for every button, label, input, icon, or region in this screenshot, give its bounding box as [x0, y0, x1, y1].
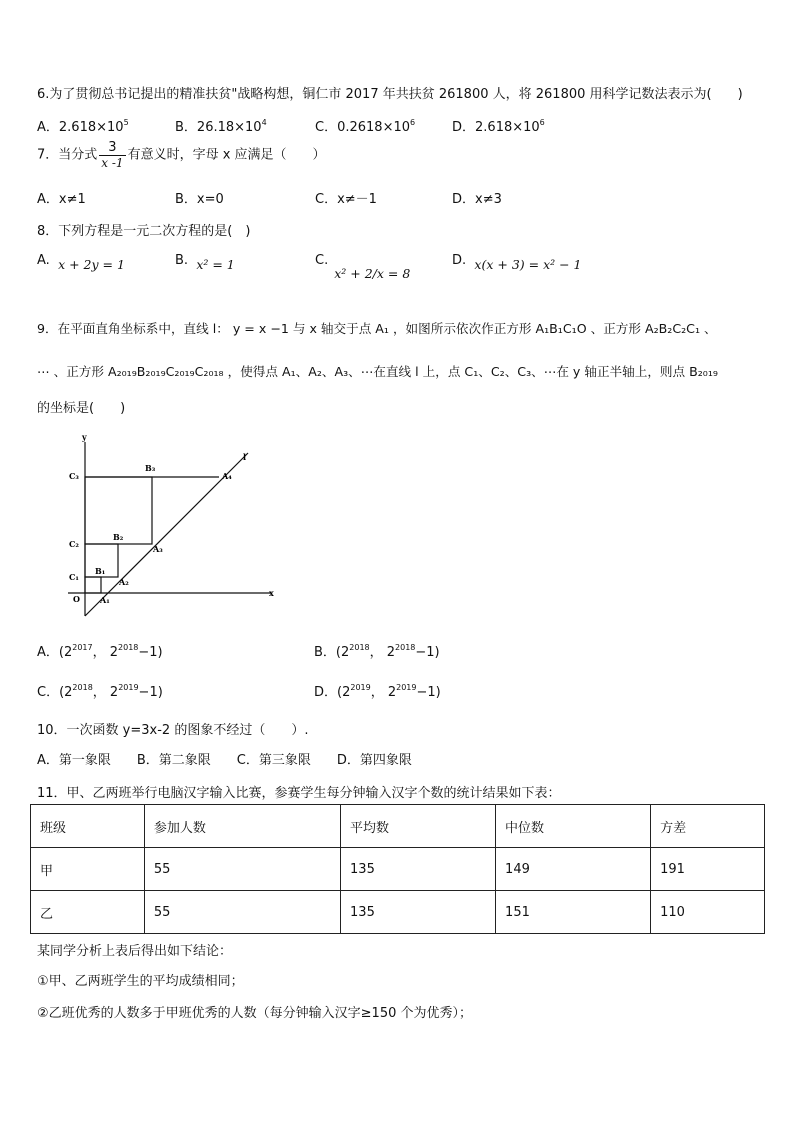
table-row: [31, 848, 765, 891]
q8-option-d: D. x(x + 3) = x² − 1: [452, 253, 582, 272]
table-header-cell: 平均数: [341, 805, 496, 848]
a2-label: A₂: [119, 577, 129, 587]
q9-option-b: B．($2^{2018}$， $2^{2018}-1$): [314, 643, 440, 660]
q7-option-d: D．x≠3: [452, 192, 502, 207]
c1-label: C₁: [69, 572, 79, 582]
q8-option-a: A. x + 2y = 1: [37, 253, 125, 272]
q10-options: A．第一象限 B．第二象限 C．第三象限 D．第四象限: [37, 753, 412, 768]
table-cell: 149: [496, 848, 651, 891]
q9-stem-line1: 9．在平面直角坐标系中，直线 l： y = x −1 与 x 轴交于点 A₁ ，如图所示依次作正方形 A₁B₁C₁O 、正方形 A₂B₂C₂C₁ 、: [37, 321, 717, 336]
q6-stem: 6.为了贯彻总书记提出的精准扶贫"战略构想，铜仁市 2017 年共扶贫 261800 人，将 261800 用科学记数法表示为( ): [37, 87, 743, 102]
q8-option-b: B. x² = 1: [175, 253, 235, 272]
q11-conclusion-2: ②乙班优秀的人数多于甲班优秀的人数（每分钟输入汉字≥150 个为优秀）；: [37, 1006, 472, 1021]
table-cell: 乙: [31, 891, 145, 934]
x-axis-label: x: [269, 588, 274, 598]
table-header-cell: 中位数: [496, 805, 651, 848]
table-cell: 55: [144, 891, 340, 934]
table-cell: 甲: [31, 848, 145, 891]
q9-option-c: C．($2^{2018}$， $2^{2019}-1$): [37, 683, 163, 700]
q9-stem-line3: 的坐标是( ): [37, 401, 126, 416]
q8-option-c: C.x² + 2/x = 8: [315, 253, 411, 281]
table-header-cell: 班级: [31, 805, 145, 848]
q9-figure: [60, 430, 290, 625]
q11-stem: 11．甲、乙两班举行电脑汉字输入比赛，参赛学生每分钟输入汉字个数的统计结果如下表：: [37, 786, 561, 801]
c3-label: C₃: [69, 471, 79, 481]
table-header-cell: 方差: [651, 805, 765, 848]
table-header-row: [31, 805, 765, 848]
square-1: [85, 577, 101, 593]
line-l-label: l: [243, 452, 247, 462]
table-cell: 55: [144, 848, 340, 891]
q9-option-a: A．($2^{2017}$， $2^{2018}-1$): [37, 643, 163, 660]
a1-label: A₁: [100, 595, 110, 605]
table-row: [31, 891, 765, 934]
q11-conclusion-1: ①甲、乙两班学生的平均成绩相同；: [37, 974, 244, 989]
q10-stem: 10．一次函数 y=3x-2 的图象不经过（ ）.: [37, 723, 309, 738]
q7-option-b: B．x=0: [175, 192, 224, 207]
b2-label: B₂: [113, 532, 124, 542]
table-cell: 151: [496, 891, 651, 934]
origin-label: O: [73, 594, 80, 604]
q9-stem-line2: ⋯ 、正方形 A₂₀₁₉B₂₀₁₉C₂₀₁₉C₂₀₁₈ ，使得点 A₁、A₂、A₃、⋯在直线 l 上，点 C₁、C₂、C₃、⋯在 y 轴正半轴上，则点 B₂₀₁₉: [37, 364, 718, 379]
table-cell: 135: [341, 848, 496, 891]
table-cell: 191: [651, 848, 765, 891]
q9-option-d: D．($2^{2019}$， $2^{2019}-1$): [314, 683, 441, 700]
a3-label: A₃: [153, 544, 163, 554]
table-cell: 135: [341, 891, 496, 934]
q7-option-c: C．x≠－1: [315, 192, 377, 207]
table-cell: 110: [651, 891, 765, 934]
q6-option-b: B．$26.18\times 10^4$: [175, 118, 267, 135]
q6-option-a: A．$2.618\times 10^5$: [37, 118, 129, 135]
q7-stem: 7．当分式 $\frac{3}{x -1}$ 有意义时，字母 x 应满足（ ）: [37, 140, 326, 170]
b3-label: B₃: [145, 463, 156, 473]
b1-label: B₁: [95, 566, 106, 576]
q7-fraction: $\frac{3}{x -1}$: [101, 140, 124, 170]
q8-stem: 8．下列方程是一元二次方程的是( ): [37, 224, 251, 239]
q6-option-d: D．$2.618\times 10^6$: [452, 118, 545, 135]
q6-option-c: C．$0.2618\times 10^6$: [315, 118, 416, 135]
table-header-cell: 参加人数: [144, 805, 340, 848]
stats-table: [30, 804, 765, 934]
c2-label: C₂: [69, 539, 79, 549]
q7-option-a: A．x≠1: [37, 192, 86, 207]
q11-after-text: 某同学分析上表后得出如下结论：: [37, 944, 233, 959]
y-axis-label: y: [82, 432, 87, 442]
a4-label: A₄: [222, 471, 232, 481]
